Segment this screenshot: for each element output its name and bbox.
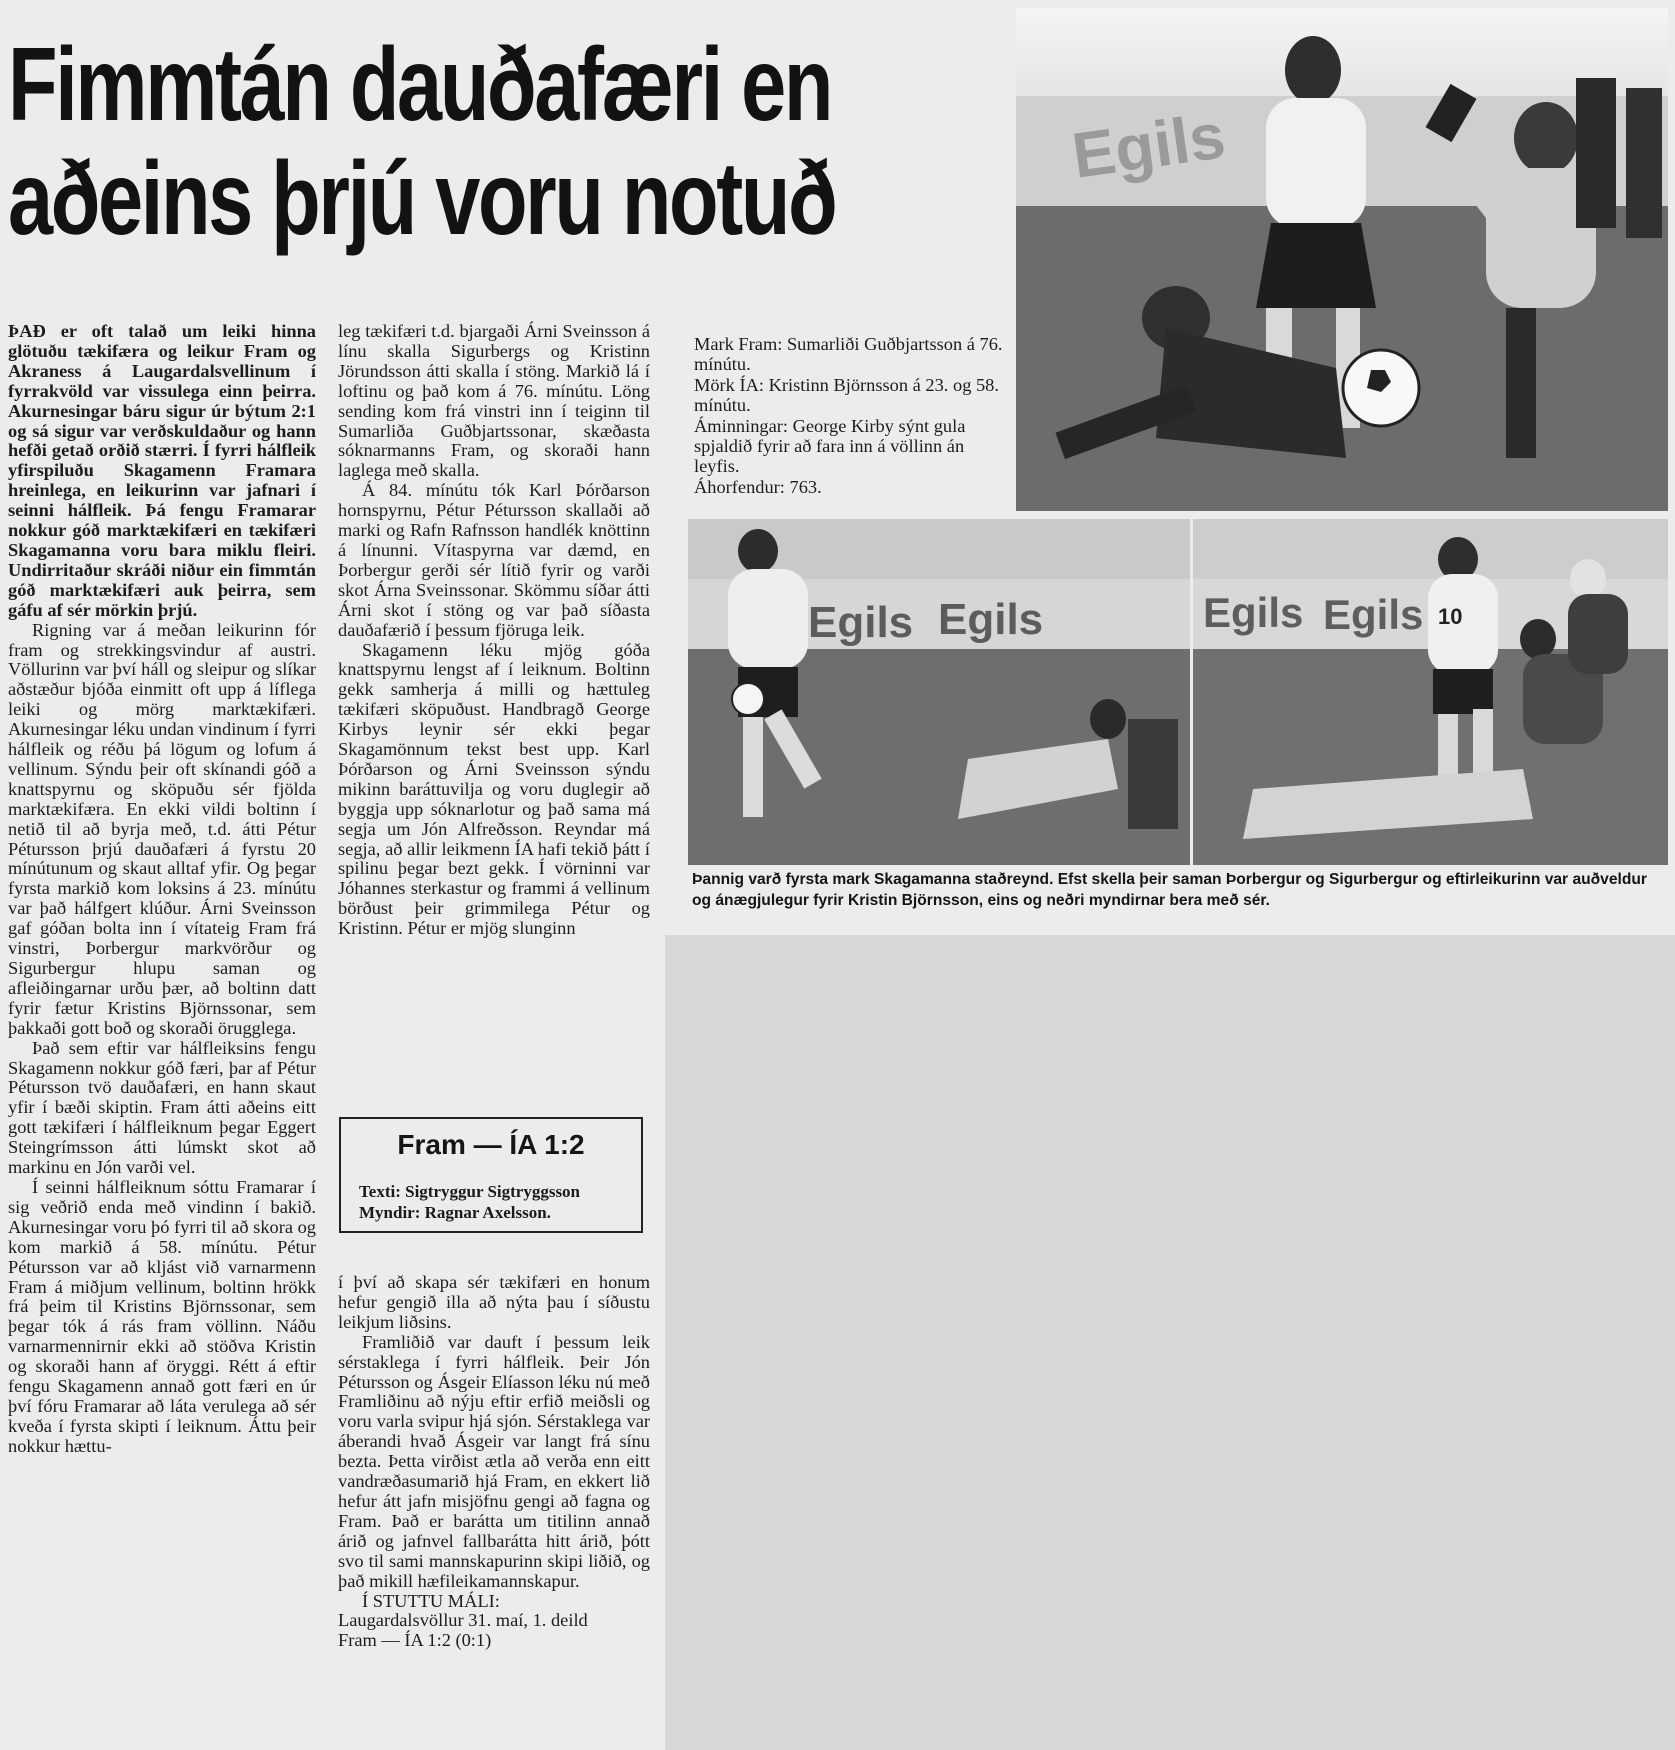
photo-collision-image [1016,8,1668,511]
text-credit: Texti: Sigtryggur Sigtryggsson [359,1182,581,1201]
summary-heading: Í STUTTU MÁLI: [362,1590,500,1611]
headline [8,27,836,257]
paragraph: í því að skapa sér tækifæri en honum hefur gengið illa að nýta þau í síðustu leikjum liðsins. [338,1272,650,1332]
paragraph: Í seinni hálfleiknum sóttu Framarar í sig veðrið enda með vindinn í bakið. Akurnesingar voru þó fyrri til að skora og kom markið á 58. mínútu. Pétur Pétursson var að kljást við varnarmenn Fram á miðjum vellinum, boltinn hrökk frá þeim til Kristins Björnssonar, sem þegar tók á rás fram völlinn. Náðu varnarmennirnir ekki að stöðva Kristin og skoraði hann af öryggi. Rétt á eftir fengu Skagamenn annað gott færi en úr því fóru Framarar að láta verulega að sér kveða í fyrsta skipti í leiknum. Áttu þeir nokkur hættu- [8,1176,316,1456]
advertising-board-text: Egils [1067,99,1230,192]
article-column-1 [8,322,316,1457]
article-column-2 [338,322,650,939]
paragraph: Það sem eftir var hálfleiksins fengu Skagamenn nokkur góð færi, þar af Pétur Pétursson tvö dauðafæri, en hann skaut yfir í bæði skiptin. Fram átti aðeins eitt gott tækifæri í hálfleiknum þegar Eggert Steingrímsson átti lúmskt skot að markinu en Jón varði vel. [8,1037,316,1178]
photo-goal-scored-image [1193,519,1668,865]
summary-score: Fram — ÍA 1:2 (0:1) [338,1630,492,1651]
paragraph: Framliðið var dauft í þessum leik sérstaklega í fyrri hálfleik. Þeir Jón Pétursson og Ásgeir Elíasson léku nú með Framliðinu að nýju eftir erfið meiðsli og voru varla svipur hjá sjón. Sérstaklega var áberandi hvað Ásgeir var langt frá sínu bezta. Þetta virðist ætla að verða enn eitt vandræðasumarið hjá Fram, en ekkert lið hefur átt jafn misjöfnu gengi að fagna og Fram. Það er barátta um titilinn annað árið og jafnvel fallbarátta hitt árið, þótt svo til sami mannskapurinn skipi liðið, og það mikill hæfileikamannskapur. [338,1331,650,1591]
score-box [339,1117,643,1233]
score-title: Fram — ÍA 1:2 [397,1129,585,1160]
fact-line: Mörk ÍA: Kristinn Björnsson á 23. og 58. mínútu. [694,374,999,416]
lead-paragraph: ÞAÐ er oft talað um leiki hinna glötuðu tækifæra og leikur Fram og Akraness á Laugardalsvellinum í fyrrakvöld var vissulega einn þeirra. Akurnesingar báru sigur úr býtum 2:1 og sá sigur var verðskuldaður og hann hefði getað orðið stærri. Í fyrri hálfleik yfirspiluðu Skagamenn Framara hreinlega, en leikurinn var jafnari í seinni hálfleik. Þá fengu Framarar nokkur góð marktækifæri en tækifæri Skagamanna voru bara miklu fleiri. Undirritaður skráði niður ein fimmtán góð marktækifæri auk þeirra, sem gáfu af sér mörkin þrjú. [8,321,316,620]
paragraph: Á 84. mínútu tók Karl Þórðarson hornspyrnu, Pétur Pétursson skallaði að marki og Rafn Rafnsson handlék knöttinn á línunni. Vítaspyrna var dæmd, en Þorbergur gerði sér lítið fyrir og varði skot Árna Sveinssonar. Skömmu síðar átti Árni skot í stöng og var það síðasta dauðafærið í þessum fjöruga leik. [338,480,650,640]
paragraph: leg tækifæri t.d. bjargaði Árni Sveinsson á línu skalla Sigurbergs og Kristinn Jörundsson átti skalla í stöng. Markið lá í loftinu og það kom á 76. mínútu. Löng sending kom frá vinstri inn í teiginn til Sumarliða Guðbjartssonar, skæðasta sóknarmanns Fram, og skoraði hann laglega með skalla. [338,321,650,481]
photo-goal-kick-image [688,519,1190,865]
fact-line: Áminningar: George Kirby sýnt gula spjaldið fyrir að fara inn á völlinn án leyfis. [694,415,966,477]
fact-line: Mark Fram: Sumarliði Guðbjartsson á 76. mínútu. [694,334,1003,375]
headline-line-1: Fimmtán dauðafæri en [8,27,832,143]
credits [359,1181,580,1223]
advertising-board-text: Egils [1323,591,1424,638]
photo-goal-scored [1193,519,1668,865]
advertising-board-text: Egils [938,595,1044,644]
photo-goal-kick [688,519,1190,865]
paragraph: Rigning var á meðan leikurinn fór fram og strekkingsvindur af austri. Völlurinn var því háll og sleipur og slíkar aðstæður bjóða einmitt oft upp á líflega leiki og mörg marktækifæri. Akurnesingar léku undan vindinum í fyrri hálfleik og réðu þá lögum og lofum á vellinum. Sýndu þeir oft skínandi góð a knattspyrnu og sköpuðu sér fjölda marktækifæra. En ekki vildi boltinn í netið til að byrja með, t.d. átti Pétur Pétursson þrjú dauðafæri á fyrstu 20 mínútunum og skaut alltaf yfir. Og þegar fyrsta markið kom loksins á 23. mínútu var það hálfgert klúður. Árni Sveinsson gaf góðan bolta inn í vítateig Fram frá vinstri, Þorbergur markvörður og Sigurbergur hlupu saman og afleiðingarnar urðu þær, að boltinn datt fyrir fætur Kristins Björnssonar, sem þakkaði gott boð og skoraði örugglega. [8,619,316,1038]
advertising-board-text: Egils [808,598,914,647]
match-facts [694,334,1004,497]
article-column-2-continued [338,1273,650,1651]
photo-credit: Myndir: Ragnar Axelsson. [359,1203,551,1222]
advertising-board-text: Egils [1203,589,1304,636]
paragraph: Skagamenn léku mjög góða knattspyrnu lengst af í leiknum. Boltinn gekk samherja á milli og hættuleg tækifæri sköpuðust. Handbragð George Kirbys leynir sér ekki þegar Skagamönnum tekst best upp. Karl Þórðarson og Árni Sveinsson sýndu mikinn baráttuvilja og voru duglegir að byggja upp sóknarlotur og það sama má segja um Jón Alfreðsson. Reyndar má segja, að allir leikmenn ÍA hafi tekið þátt í spilinu þegar bezt gekk. Í vörninni var Jóhannes sterkastur og frammi á vellinum börðust þeir grimmilega Pétur og Kristinn. Pétur er mjög slunginn [338,639,650,939]
photo-collision [1016,8,1668,511]
photo-caption: Þannig varð fyrsta mark Skagamanna staðreynd. Efst skella þeir saman Þorbergur og Sigurbergur og eftirleikurinn var auðveldur og ánægjulegur fyrir Kristin Björnsson, eins og neðri myndirnar bera með sér. [692,871,1647,909]
jersey-number: 10 [1438,604,1463,629]
fact-line: Áhorfendur: 763. [694,476,822,497]
headline-line-2: aðeins þrjú voru notuð [8,141,836,257]
summary-venue: Laugardalsvöllur 31. maí, 1. deild [338,1610,588,1631]
